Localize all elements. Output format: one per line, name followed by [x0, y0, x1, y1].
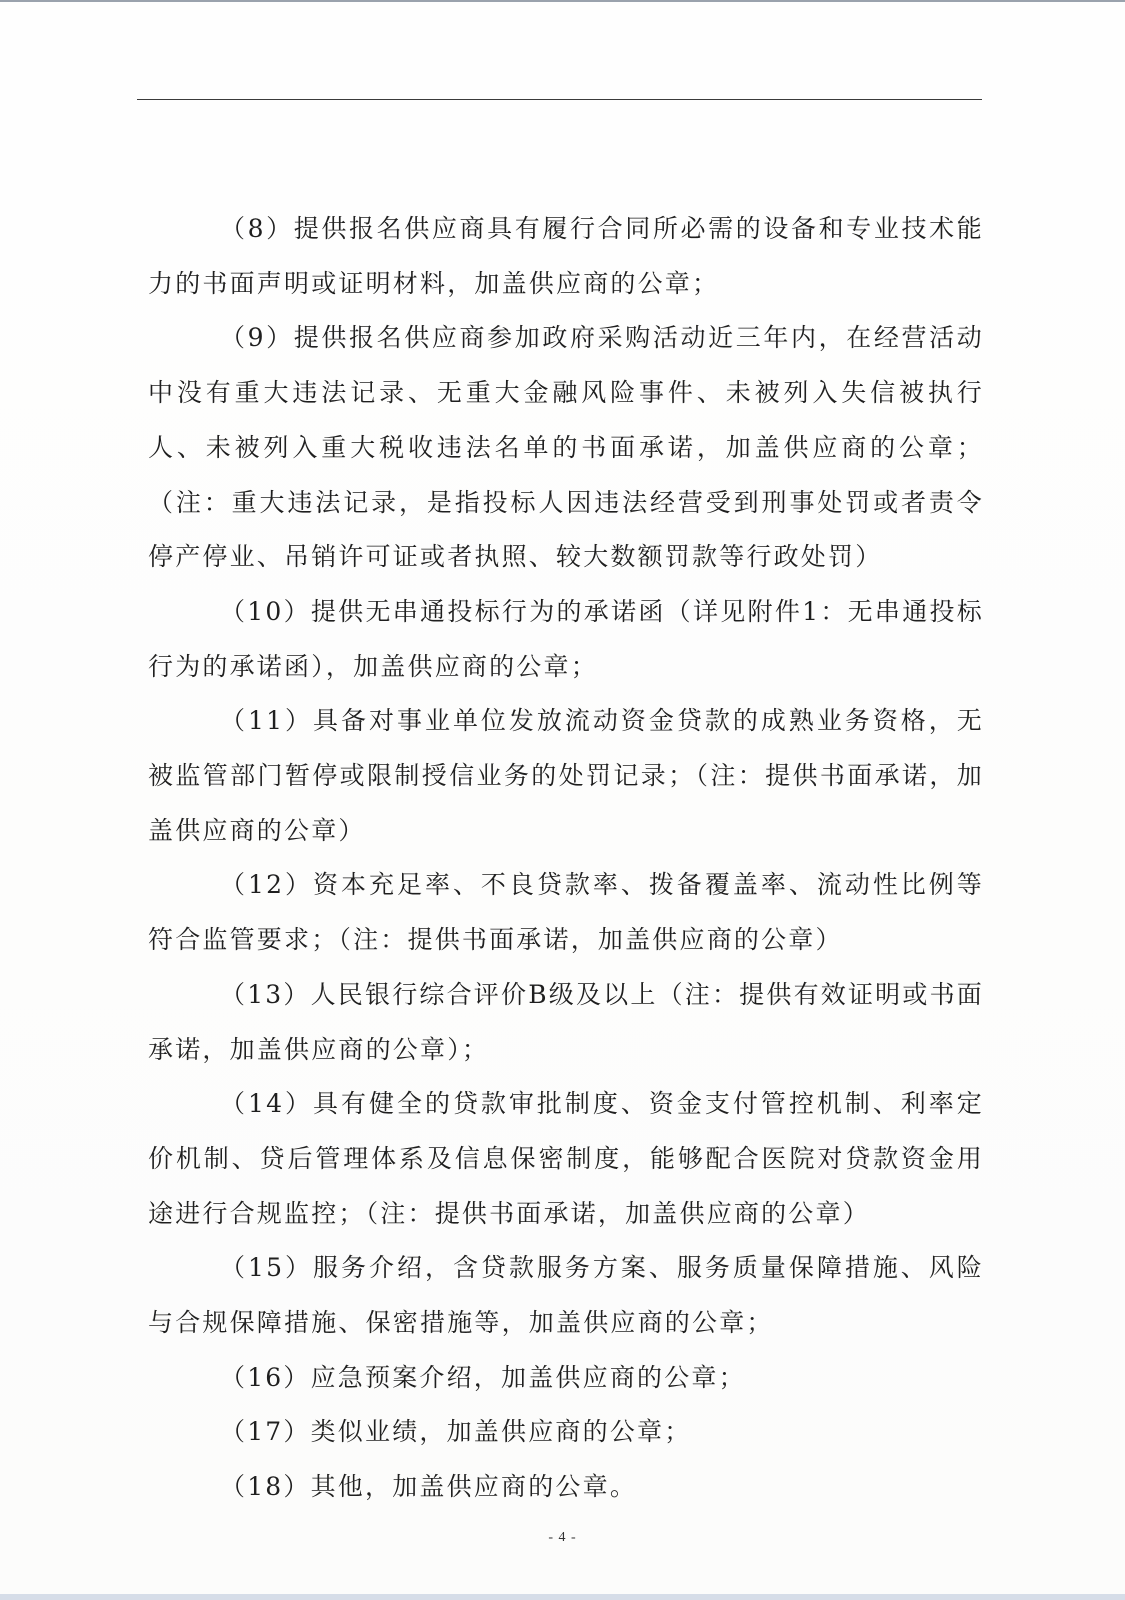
item-14: （14）具有健全的贷款审批制度、资金支付管控机制、利率定价机制、贷后管理体系及信息保密制度，能够配合医院对贷款资金用途进行合规监控；（注：提供书面承诺，加盖供应商的公章） [148, 1089, 984, 1228]
scan-top-edge [0, 0, 1125, 2]
item-13: （13）人民银行综合评价B级及以上（注：提供有效证明或书面承诺，加盖供应商的公章）； [148, 979, 984, 1064]
item-12: （12）资本充足率、不良贷款率、拨备覆盖率、流动性比例等符合监管要求；（注：提供书面承诺，加盖供应商的公章） [148, 870, 984, 955]
item-10: （10）提供无串通投标行为的承诺函（详见附件1：无串通投标行为的承诺函），加盖供应商的公章； [148, 596, 984, 681]
item-18: （18）其他，加盖供应商的公章。 [220, 1472, 638, 1502]
item-8: （8）提供报名供应商具有履行合同所必需的设备和专业技术能力的书面声明或证明材料，加盖供应商的公章； [148, 214, 984, 298]
item-16: （16）应急预案介绍，加盖供应商的公章； [220, 1362, 746, 1392]
item-9: （9）提供报名供应商参加政府采购活动近三年内，在经营活动中没有重大违法记录、无重大金融风险事件、未被列入失信被执行人、未被列入重大税收违法名单的书面承诺，加盖供应商的公章；（注：重大违法记录，是指投标人因违法经营受到刑事处罚或者责令停产停业、吊销许可证或者执照、较大数额罚款等行政处罚） [148, 323, 984, 572]
page-number: - 4 - [548, 1530, 577, 1545]
item-15: （15）服务介绍，含贷款服务方案、服务质量保障措施、风险与合规保障措施、保密措施等，加盖供应商的公章； [148, 1253, 984, 1338]
scan-bottom-edge [0, 1594, 1125, 1600]
document-body [148, 202, 984, 1515]
item-17: （17）类似业绩，加盖供应商的公章； [220, 1417, 692, 1447]
header-rule [137, 99, 982, 100]
item-11: （11）具备对事业单位发放流动资金贷款的成熟业务资格，无被监管部门暂停或限制授信业务的处罚记录；（注：提供书面承诺，加盖供应商的公章） [148, 706, 984, 845]
